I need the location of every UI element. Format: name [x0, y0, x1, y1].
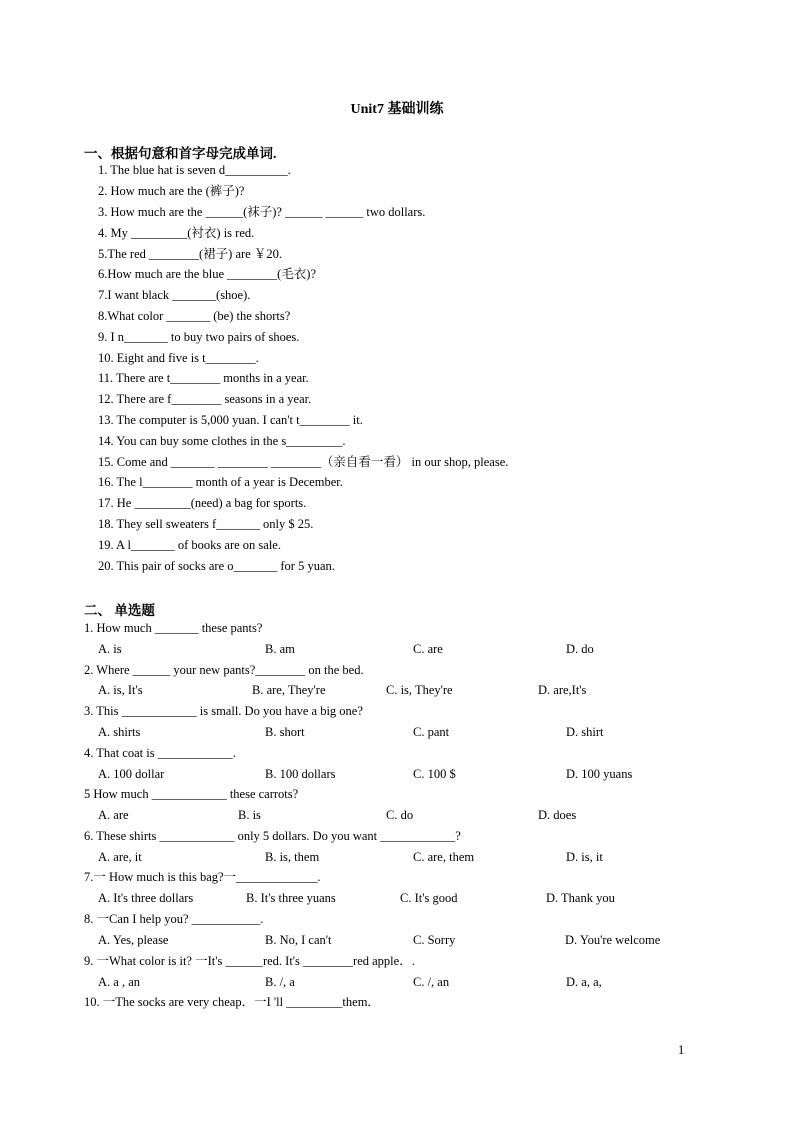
fill-item: 1. The blue hat is seven d__________.	[98, 163, 291, 177]
option-b: B. short	[265, 725, 305, 739]
fill-item: 15. Come and _______ ________ ________（亲自看一看） in our shop, please.	[98, 455, 509, 469]
question: 2. Where ______ your new pants?________ on the bed.	[84, 663, 364, 677]
option-a: A. is	[98, 642, 122, 656]
option-d: D. shirt	[566, 725, 604, 739]
fill-item: 17. He _________(need) a bag for sports.	[98, 496, 307, 510]
option-c: C. /, an	[413, 975, 450, 989]
fill-item: 2. How much are the (裤子)?	[98, 184, 245, 198]
fill-item: 9. I n_______ to buy two pairs of shoes.	[98, 330, 300, 344]
fill-item: 3. How much are the ______(袜子)? ______ ______ two dollars.	[98, 205, 426, 219]
fill-item: 13. The computer is 5,000 yuan. I can't t________ it.	[98, 413, 363, 427]
question: 8. 一Can I help you? ___________.	[84, 912, 264, 926]
option-b: B. is, them	[265, 850, 320, 864]
option-c: C. is, They're	[386, 683, 453, 697]
fill-item: 14. You can buy some clothes in the s_________.	[98, 434, 346, 448]
page-number: 1	[678, 1043, 685, 1057]
fill-item: 8.What color _______ (be) the shorts?	[98, 309, 291, 323]
page-title: Unit7 基础训练	[350, 102, 444, 117]
option-a: A. is, It's	[98, 683, 143, 697]
option-d: D. is, it	[566, 850, 603, 864]
fill-item: 12. There are f________ seasons in a year.	[98, 392, 312, 406]
option-c: C. Sorry	[413, 933, 456, 947]
option-c: C. pant	[413, 725, 450, 739]
option-d: D. a, a,	[566, 975, 602, 989]
option-b: B. 100 dollars	[265, 767, 336, 781]
option-c: C. It's good	[400, 891, 458, 905]
option-b: B. is	[238, 808, 261, 822]
fill-item: 5.The red ________(裙子) are ￥20.	[98, 247, 282, 261]
section2-heading: 二、 单选题	[84, 603, 155, 618]
fill-item: 10. Eight and five is t________.	[98, 351, 259, 365]
option-c: C. are, them	[413, 850, 475, 864]
option-d: D. 100 yuans	[566, 767, 633, 781]
option-a: A. are	[98, 808, 129, 822]
option-a: A. 100 dollar	[98, 767, 165, 781]
question: 10. 一The socks are very cheap．一I 'll _________them．	[84, 995, 380, 1009]
question: 3. This ____________ is small. Do you have a big one?	[84, 704, 363, 718]
question: 1. How much _______ these pants?	[84, 621, 263, 635]
fill-item: 19. A l_______ of books are on sale.	[98, 538, 281, 552]
question: 9. 一What color is it? 一It's ______red. It's ________red apple．.	[84, 954, 415, 968]
question: 4. That coat is ____________.	[84, 746, 236, 760]
question: 6. These shirts ____________ only 5 dollars. Do you want ____________?	[84, 829, 461, 843]
option-d: D. Thank you	[546, 891, 615, 905]
option-d: D. do	[566, 642, 594, 656]
fill-item: 11. There are t________ months in a year.	[98, 371, 309, 385]
fill-item: 7.I want black _______(shoe).	[98, 288, 251, 302]
fill-item: 6.How much are the blue ________(毛衣)?	[98, 267, 316, 281]
question: 7.一 How much is this bag?一_____________.	[84, 870, 321, 884]
option-d: D. You're welcome	[565, 933, 661, 947]
option-a: A. It's three dollars	[98, 891, 194, 905]
option-a: A. Yes, please	[98, 933, 169, 947]
option-b: B. are, They're	[252, 683, 326, 697]
fill-item: 4. My _________(衬衣) is red.	[98, 226, 255, 240]
option-c: C. 100 $	[413, 767, 456, 781]
option-b: B. It's three yuans	[246, 891, 336, 905]
fill-item: 16. The l________ month of a year is December.	[98, 475, 343, 489]
section1-heading: 一、根据句意和首字母完成单词.	[84, 146, 277, 161]
option-d: D. does	[538, 808, 577, 822]
option-a: A. are, it	[98, 850, 142, 864]
option-b: B. No, I can't	[265, 933, 332, 947]
option-a: A. a , an	[98, 975, 140, 989]
option-b: B. /, a	[265, 975, 295, 989]
option-d: D. are,It's	[538, 683, 587, 697]
option-c: C. are	[413, 642, 443, 656]
question: 5 How much ____________ these carrots?	[84, 787, 299, 801]
fill-item: 18. They sell sweaters f_______ only $ 25.	[98, 517, 314, 531]
option-a: A. shirts	[98, 725, 141, 739]
fill-item: 20. This pair of socks are o_______ for 5 yuan.	[98, 559, 335, 573]
option-b: B. am	[265, 642, 295, 656]
option-c: C. do	[386, 808, 414, 822]
